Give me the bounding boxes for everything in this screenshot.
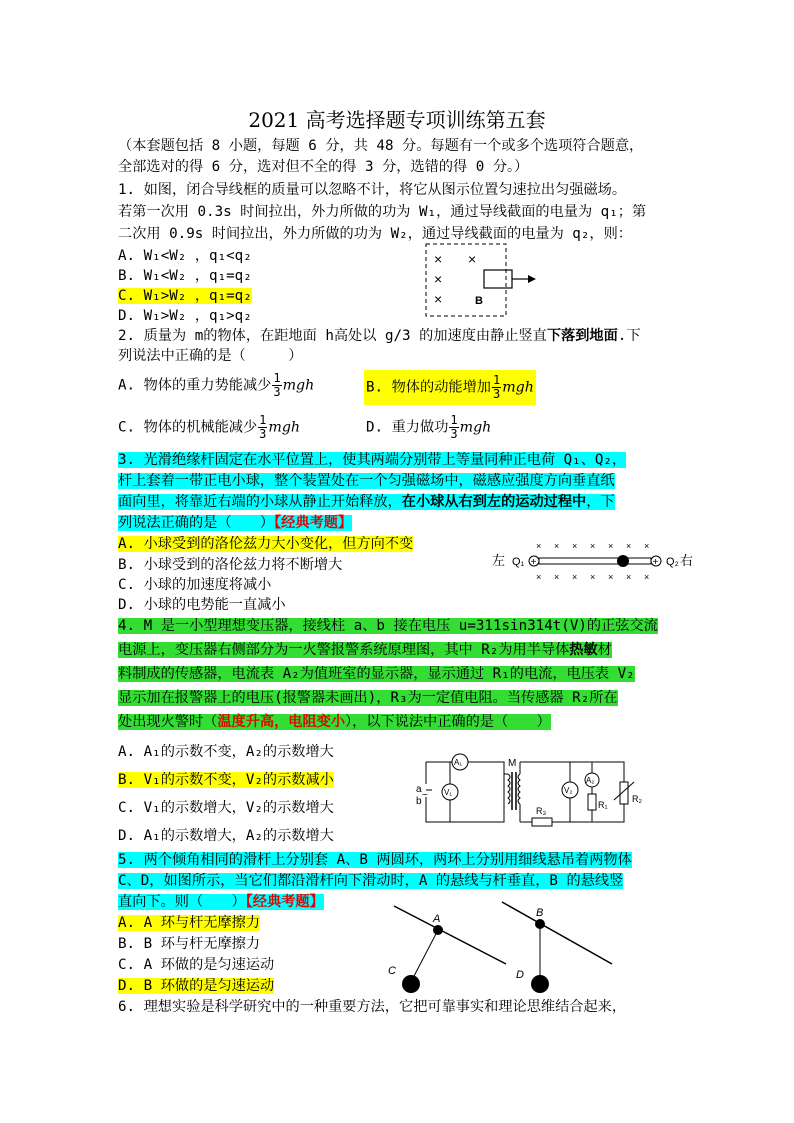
svg-text:×: ×: [644, 541, 650, 551]
q3-option-c: C. 小球的加速度将减小: [118, 577, 272, 593]
q3-option-a: A. 小球受到的洛伦兹力大小变化，但方向不变: [118, 536, 414, 552]
ammeter-a1: A₁: [454, 758, 463, 767]
mgh: mgh: [459, 419, 492, 436]
fig-q1-label: Q₁: [512, 556, 525, 568]
q2-stem-bold: 下落到地面: [546, 328, 618, 344]
q3-stem-4a: 列说法正确的是（ ）: [118, 515, 275, 531]
q3-stem-2: 杆上套着一带正电小球，整个装置处在一个匀强磁场中，磁感应强度方向垂直纸: [118, 473, 615, 489]
fraction: $\frac{1}{3}$: [273, 371, 281, 399]
label-d: D: [516, 969, 524, 981]
fraction: $\frac{1}{3}$: [450, 413, 458, 441]
rod-b: [502, 902, 612, 964]
q5-option-c: C. A 环做的是匀速运动: [118, 957, 275, 973]
q4-stem-5b: 温度升高，电阻变小: [217, 714, 346, 730]
q3-option-d: D. 小球的电势能一直减小: [118, 597, 286, 613]
arrow-head-icon: [528, 275, 536, 283]
fig-q2-label: Q₂: [666, 556, 679, 568]
field-crosses-top: [536, 541, 649, 551]
svg-text:×: ×: [626, 541, 632, 551]
q4-stem-5a: 处出现火警时（: [118, 714, 218, 730]
q2-stem-a: 2. 质量为 m的物体，在距地面 h高处以 g/3 的加速度由静止竖直: [118, 328, 547, 344]
q3-stem-3c: ，下: [586, 494, 615, 510]
q5-figure: [380, 896, 620, 1000]
fraction: $\frac{1}{3}$: [259, 413, 267, 441]
q2-option-c: C. 物体的机械能减少: [118, 419, 258, 436]
page-title: 2021 高考选择题专项训练第五套: [248, 108, 546, 132]
intro-line-2: 全部选对的得 6 分，选对但不全的得 3 分，选错的得 0 分。）: [118, 159, 529, 175]
resistor-r3: R₃: [536, 806, 547, 816]
q4-stem-2a: 电源上，变压器右侧部分为一火警报警系统原理图，其中 R₂为用半导体: [118, 642, 570, 658]
q1-figure: [420, 240, 540, 320]
q4-stem-2c: 材: [597, 642, 612, 658]
ball-c: [402, 975, 420, 993]
q1-stem-1: 1. 如图，闭合导线框的质量可以忽略不计，将它从图示位置匀速拉出匀强磁场。: [118, 182, 627, 198]
q6-stem-1: 6. 理想实验是科学研究中的一种重要方法，它把可靠事实和理论思维结合起来，: [118, 999, 627, 1015]
q5-stem-3a: 直向下。则（ ）: [118, 894, 246, 910]
fraction: $\frac{1}{3}$: [492, 373, 501, 401]
fig-right-label: 右: [680, 553, 694, 568]
q1-option-a: A. W₁<W₂ ，q₁<q₂: [118, 248, 252, 264]
svg-text:×: ×: [572, 572, 578, 582]
terminal-a: a: [416, 784, 422, 795]
voltmeter-v1: V₁: [444, 788, 453, 797]
q4-option-b: B. V₁的示数不变，V₂的示数减小: [118, 772, 334, 788]
q4-option-a: A. A₁的示数不变，A₂的示数增大: [118, 744, 334, 760]
ac-source-icon: ~: [422, 790, 428, 801]
svg-text:×: ×: [536, 541, 542, 551]
mgh: mgh: [502, 379, 534, 396]
svg-text:+: +: [530, 557, 537, 568]
svg-text:×: ×: [590, 541, 596, 551]
q3-figure: [490, 540, 700, 584]
q4-stem-1: 4. M 是一小型理想变压器，接线柱 a、b 接在电压 u=311sin314t(V)的正弦交流: [118, 618, 658, 634]
q3-stem-3a: 面向里，将靠近右端的小球从静止开始释放，: [118, 494, 402, 510]
q1-option-d: D. W₁>W₂ ，q₁>q₂: [118, 308, 252, 324]
q2-option-a: A. 物体的重力势能减少: [118, 377, 272, 394]
field-label-b: B: [475, 295, 483, 307]
q4-stem-5c: ），以下说法中正确的是（ ）: [345, 714, 551, 730]
q2-stem-b: .下: [617, 328, 641, 344]
svg-text:×: ×: [608, 541, 614, 551]
q4-option-d: D. A₁的示数增大，A₂的示数增大: [118, 828, 334, 844]
field-cross: ×: [434, 291, 443, 307]
string-a: [413, 930, 438, 978]
svg-text:×: ×: [554, 541, 560, 551]
svg-text:×: ×: [608, 572, 614, 582]
q5-classic-tag: 【经典考题】: [245, 894, 324, 910]
q3-classic-tag: 【经典考题】: [274, 515, 353, 531]
svg-text:×: ×: [590, 572, 596, 582]
label-c: C: [388, 965, 396, 977]
q4-circuit-figure: [408, 752, 658, 832]
svg-text:×: ×: [644, 572, 650, 582]
q2-option-d: D. 重力做功: [366, 419, 449, 436]
q1-stem-2: 若第一次用 0.3s 时间拉出，外力所做的功为 W₁，通过导线截面的电量为 q₁；第: [118, 204, 647, 220]
resistor-r1: R₁: [598, 800, 608, 810]
q4-stem-4: 显示加在报警器上的电压(报警器未画出)，R₃为一定值电阻。当传感器 R₂所在: [118, 690, 618, 706]
terminal-b: b: [416, 796, 422, 807]
q4-stem-3: 料制成的传感器，电流表 A₂为值班室的显示器，显示通过 R₁的电流，电压表 V₂: [118, 666, 635, 682]
wire-frame: [484, 270, 512, 288]
field-cross: ×: [468, 251, 477, 267]
svg-text:×: ×: [572, 541, 578, 551]
q3-stem-3b: 在小球从右到左的运动过程中: [401, 494, 587, 510]
q3-stem-1: 3. 光滑绝缘杆固定在水平位置上，使其两端分别带上等量同种正电荷 Q₁、Q₂，: [118, 452, 627, 468]
q4-option-c: C. V₁的示数增大，V₂的示数增大: [118, 800, 334, 816]
q1-option-c: C. W₁>W₂ ，q₁=q₂: [118, 288, 252, 304]
mgh: mgh: [282, 377, 315, 394]
fig-left-label: 左: [492, 553, 506, 568]
charged-ball: [617, 555, 629, 567]
svg-text:×: ×: [626, 572, 632, 582]
ammeter-a2: A₂: [586, 776, 595, 785]
q5-option-b: B. B 环与杆无摩擦力: [118, 936, 261, 952]
label-b: B: [536, 907, 544, 919]
q5-stem-2: C、D，如图所示，当它们都沿滑杆向下滑动时，A 的悬线与杆垂直，B 的悬线竖: [118, 873, 624, 889]
label-a: A: [433, 913, 441, 925]
intro-line-1: （本套题包括 8 小题，每题 6 分，共 48 分。每题有一个或多个选项符合题意，: [118, 138, 644, 154]
q5-stem-1: 5. 两个倾角相同的滑杆上分别套 A、B 两圆环，两环上分别用细线悬吊着两物体: [118, 852, 632, 868]
q2-stem-2: 列说法中正确的是（ ）: [118, 348, 303, 364]
svg-text:×: ×: [554, 572, 560, 582]
q1-option-b: B. W₁<W₂ ，q₁=q₂: [118, 268, 252, 284]
field-crosses-bottom: [536, 572, 649, 582]
resistor-r2: R₂: [632, 794, 642, 804]
mgh: mgh: [268, 419, 301, 436]
svg-text:×: ×: [536, 572, 542, 582]
q3-option-b: B. 小球受到的洛伦兹力将不断增大: [118, 557, 343, 573]
field-cross: ×: [434, 271, 443, 287]
ball-d: [531, 975, 549, 993]
q1-stem-3: 二次用 0.9s 时间拉出，外力所做的功为 W₂，通过导线截面的电量为 q₂，则：: [118, 226, 632, 242]
insulating-rod: [539, 558, 651, 564]
q2-option-b: B. 物体的动能增加: [366, 379, 491, 396]
q5-option-d: D. B 环做的是匀速运动: [118, 978, 275, 994]
q5-option-a: A. A 环与杆无摩擦力: [118, 915, 261, 931]
field-cross: ×: [434, 251, 443, 267]
q2-option-b-highlight: [364, 370, 536, 405]
voltmeter-v2: V₂: [564, 786, 573, 795]
transformer-m-label: M: [508, 758, 517, 769]
rod-a: [394, 906, 506, 964]
q4-stem-2b: 热敏: [569, 642, 598, 658]
svg-text:+: +: [652, 557, 659, 568]
